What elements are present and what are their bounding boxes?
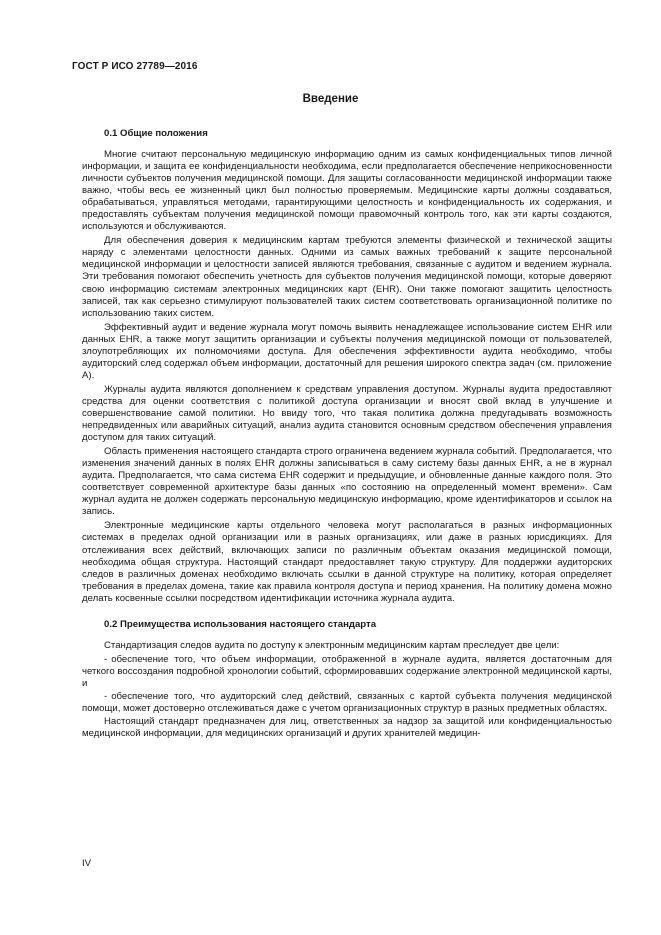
document-body (82, 128, 612, 742)
paragraph: Область применения настоящего стандарта строго ограничена ведением журнала событий. Предполагается, что изменения значений данных в полях EHR должны записываться в саму систему базы данных EHR, а не в журнал аудита. Предполагается, что сама система EHR содержит и предыдущие, и обновленные данные каждого поля. Это соответствует современной архитектуре базы данных «по состоянию на определенный момент времени». Сам журнал аудита не должен содержать персональную медицинскую информацию, кроме идентификаторов и ссылок на запись. (82, 446, 612, 518)
list-item (82, 654, 612, 690)
paragraph-intro: Стандартизация следов аудита по доступу к электронным медицинским картам преследует две цели: (104, 639, 560, 651)
list-dash: - (104, 690, 108, 702)
paragraph: Электронные медицинские карты отдельного человека могут располагаться в разных информационных системах в пределах одной организации или в разных организациях, или даже в разных юрисдикциях. Для отслеживания всех действий, включающих записи по различным объектам оказания медицинской помощи, необходима общая структура. Настоящий стандарт предоставляет такую структуру. Для поддержки аудиторских следов в различных доменах необходимо включать ссылки в данной структуре на политику, которая определяет требования в пределах домена, такие как правила контроля доступа и период хранения. На политику домена можно делать косвенные ссылки посредством идентификации источника журнала аудита. (82, 520, 612, 604)
standard-header: ГОСТ Р ИСО 27789—2016 (72, 61, 198, 72)
page-number: IV (82, 858, 92, 869)
page-title: Введение (302, 93, 359, 105)
section-heading-general: 0.1 Общие положения (104, 128, 208, 139)
paragraph: Многие считают персональную медицинскую информацию одним из самых конфиденциальных типов личной информации, и защита ее конфиденциальности необходима, если предполагается обеспечение неприкосновенности личности субъектов получения медицинской помощи. Для защиты согласованности медицинской информации также важно, чтобы весь ее жизненный цикл был полностью проверяемым. Медицинские карты должны создаваться, обрабатываться, управляться методами, гарантирующими целостность и конфиденциальность их содержания, и предоставлять субъектам получения медицинской помощи правомочный контроль того, как эти карты создаются, используются и обслуживаются. (82, 149, 612, 233)
paragraph: Журналы аудита являются дополнением к средствам управления доступом. Журналы аудита предоставляют средства для оценки соответствия с политикой доступа организации и вносят свой вклад в улучшение и совершенствование самой политики. Но ввиду того, что такая политика должна предугадывать возможность непредвиденных или аварийных ситуаций, анализ аудита становится основным средством обеспечения управления доступом для таких ситуаций. (82, 383, 612, 444)
list-item-text: обеспечение того, что объем информации, отображенной в журнале аудита, является достаточным для четкого воссоздания подробной хронологии событий, сформировавших содержание электронной медицинской карты, и (82, 653, 612, 689)
paragraph: Для обеспечения доверия к медицинским картам требуются элементы физической и технической защиты наряду с элементами целостности данных. Одними из самых важных требований к защите персональной медицинской информации и целостности записей являются требования, связанные с аудитом и ведением журнала. Эти требования помогают обеспечить учетность для субъектов получения медицинской помощи, которые доверяют свою информацию системам электронных медицинских карт (EHR). Они также помогают защитить целостность записей, так как серьезно стимулируют пользователей таких систем соответствовать организационной политике по использованию таких систем. (82, 235, 612, 319)
paragraph: Эффективный аудит и ведение журнала могут помочь выявить ненадлежащее использование систем EHR или данных EHR, а также могут защитить организации и субъекты получения медицинской помощи от пользователей, злоупотребляющих их полномочиями доступа. Для обеспечения эффективности аудита необходимо, чтобы аудиторский след содержал объем информации, достаточный для решения широкого спектра задач (см. приложение А). (82, 321, 612, 381)
section-heading-benefits: 0.2 Преимущества использования настоящего стандарта (104, 618, 377, 630)
paragraph-closing: Настоящий стандарт предназначен для лиц, ответственных за надзор за защитой или конфиденциальностью медицинской информации, для медицинских организаций и других хранителей медицин- (82, 716, 612, 740)
list-item (82, 691, 612, 715)
list-item-text: обеспечение того, что аудиторский след действий, связанных с картой субъекта получения медицинской помощи, может достоверно отслеживаться даже с учетом организационных структур в разных предметных областях. (82, 690, 612, 714)
list-dash: - (104, 653, 108, 665)
